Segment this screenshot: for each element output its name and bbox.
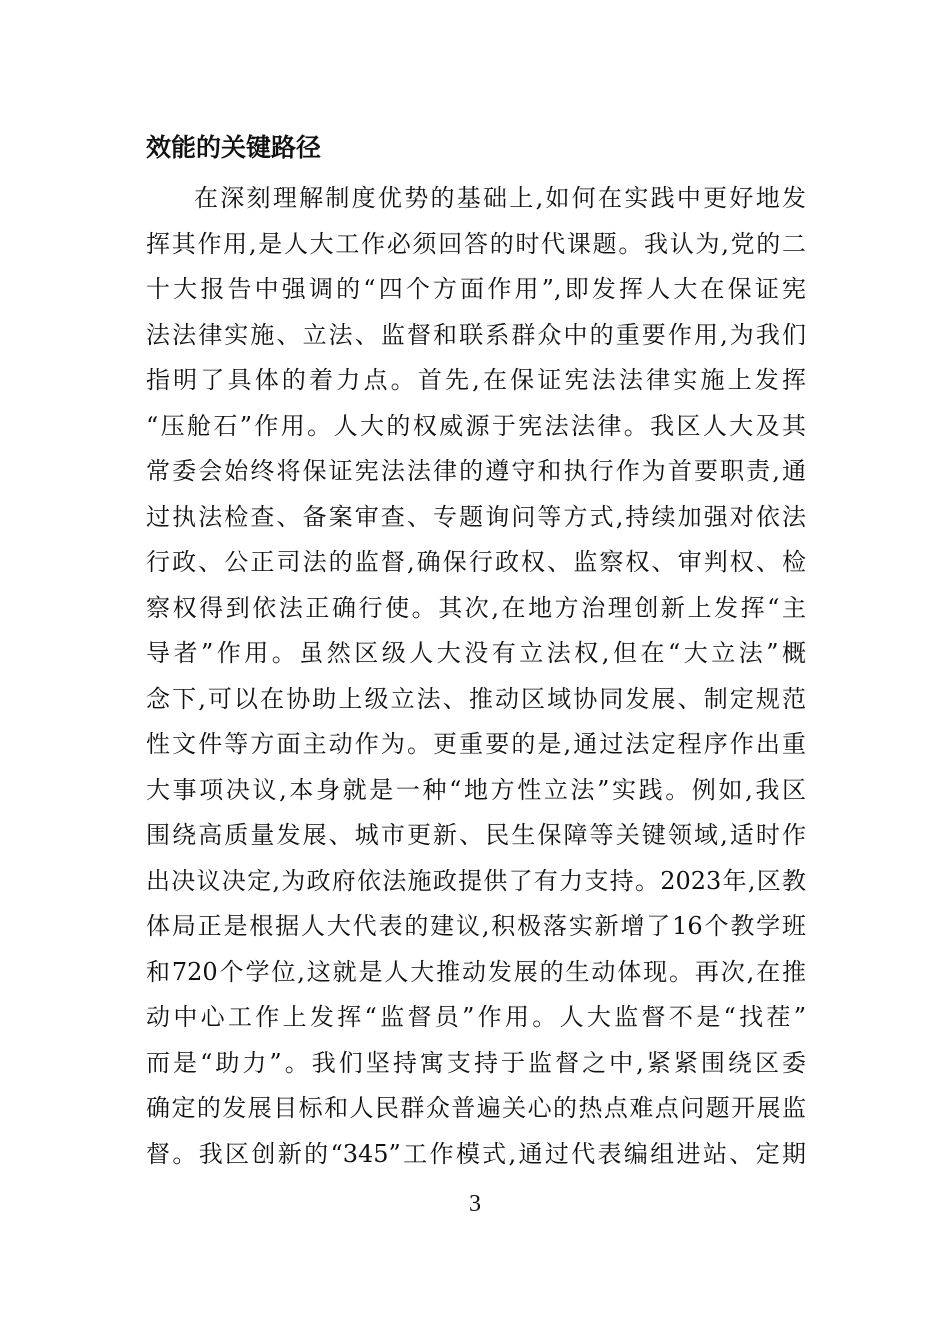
- text-line: 行政、公正司法的监督,确保行政权、监察权、审判权、检: [146, 548, 806, 576]
- text-line: “压舱石”作用。人大的权威源于宪法法律。我区人大及其: [146, 411, 806, 440]
- text-line: 念下,可以在协助上级立法、推动区域协同发展、制定规范: [146, 684, 806, 713]
- section-heading: 效能的关键路径: [146, 133, 322, 162]
- text-line: 在深刻理解制度优势的基础上,如何在实践中更好地发: [194, 184, 806, 212]
- text-line: 动中心工作上发挥“监督员”作用。人大监督不是“找茬”: [146, 1003, 806, 1031]
- text-line: 围绕高质量发展、城市更新、民生保障等关键领域,适时作: [146, 821, 806, 849]
- text-line: 十大报告中强调的“四个方面作用”,即发挥人大在保证宪: [146, 275, 806, 303]
- body-paragraph: [146, 176, 806, 1177]
- text-line: 指明了具体的着力点。首先,在保证宪法法律实施上发挥: [146, 366, 806, 394]
- text-line: 督。我区创新的“345”工作模式,通过代表编组进站、定期: [146, 1139, 806, 1168]
- text-line: 法法律实施、立法、监督和联系群众中的重要作用,为我们: [146, 320, 806, 349]
- text-line: 和720个学位,这就是人大推动发展的生动体现。再次,在推: [146, 957, 806, 986]
- text-line: 体局正是根据人大代表的建议,积极落实新增了16个教学班: [146, 912, 806, 940]
- page-number: 3: [469, 1191, 481, 1217]
- text-line: 察权得到依法正确行使。其次,在地方治理创新上发挥“主: [146, 593, 806, 622]
- text-line: 性文件等方面主动作为。更重要的是,通过法定程序作出重: [146, 730, 806, 758]
- text-line: 导者”作用。虽然区级人大没有立法权,但在“大立法”概: [146, 639, 806, 667]
- text-line: 过执法检查、备案审查、专题询问等方式,持续加强对依法: [146, 502, 806, 531]
- text-line: 大事项决议,本身就是一种“地方性立法”实践。例如,我区: [146, 775, 806, 804]
- text-line: 常委会始终将保证宪法法律的遵守和执行作为首要职责,通: [146, 457, 806, 485]
- text-line: 出决议决定,为政府依法施政提供了有力支持。2023年,区教: [146, 866, 806, 895]
- text-line: 而是“助力”。我们坚持寓支持于监督之中,紧紧围绕区委: [146, 1048, 806, 1077]
- text-line: 挥其作用,是人大工作必须回答的时代课题。我认为,党的二: [146, 229, 806, 258]
- text-line: 确定的发展目标和人民群众普遍关心的热点难点问题开展监: [146, 1094, 806, 1122]
